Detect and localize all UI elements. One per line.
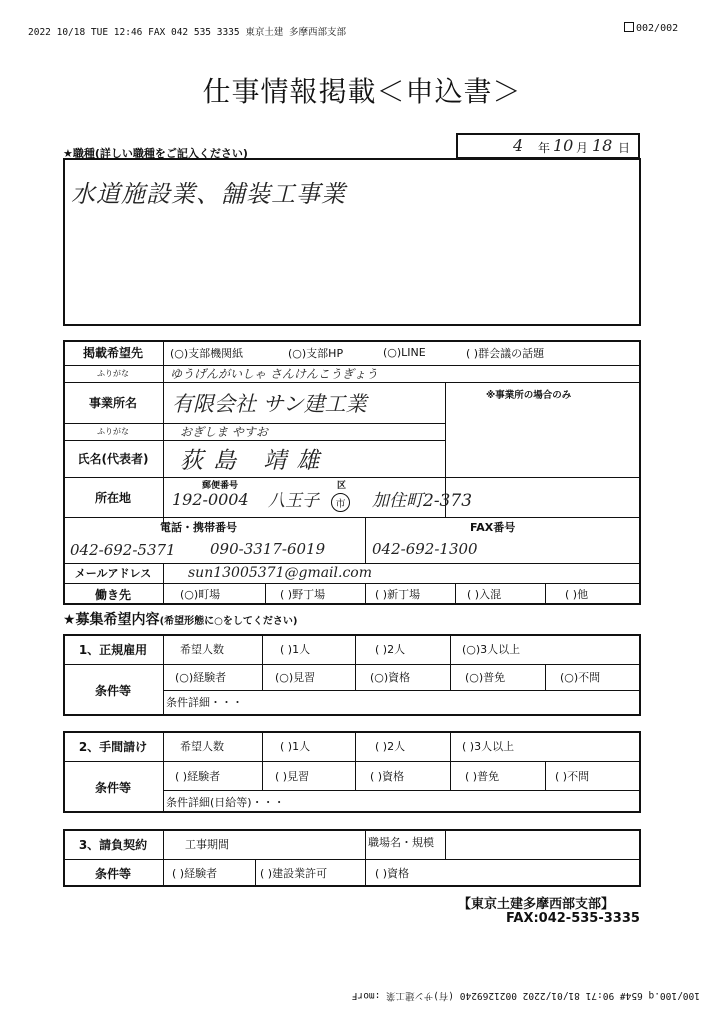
- section2-count-3plus[interactable]: ( )3人以上: [462, 740, 515, 753]
- occupation-label: ★職種(詳しい職種をご記入ください): [63, 147, 248, 160]
- workplace-label: 働き先: [94, 587, 131, 602]
- section2-count-2[interactable]: ( )2人: [375, 740, 406, 753]
- section2-cond-any[interactable]: ( )不問: [555, 769, 590, 783]
- address-label: 所在地: [94, 490, 131, 505]
- rep-name: 荻島 靖雄: [180, 448, 330, 474]
- email-value: sun13005371@gmail.com: [188, 565, 373, 581]
- bottom-fax-strip: 100/100.q 654# 90:71 81/01/2202 0021269240 (有)サン建工業 :morF: [351, 990, 700, 1001]
- email-label: メールアドレス: [74, 567, 152, 580]
- section1-label: 1、正規雇用: [78, 642, 148, 657]
- phone-label: 電話・携帯番号: [160, 521, 237, 534]
- recruit-title: ★募集希望内容(希望形態に○をしてください): [63, 612, 298, 628]
- occupation-value: 水道施設業、舗装工事業: [71, 180, 346, 208]
- date-year: 4: [513, 136, 524, 155]
- section3-cond-permit[interactable]: ( )建設業許可: [260, 867, 328, 880]
- section1-cond-any[interactable]: (○)不問: [560, 671, 601, 684]
- page-title: 仕事情報掲載＜申込書＞: [202, 75, 522, 108]
- date-month-unit: 月: [576, 141, 589, 155]
- fax-header-left: 2022 10/18 TUE 12:46 FAX 042 535 3335 東京土建 多摩西部支部: [28, 27, 347, 38]
- recruit-note: (希望形態に○をしてください): [159, 616, 298, 627]
- publish-option-bulletin[interactable]: (○)支部機関紙: [170, 346, 244, 360]
- ward-label: 区: [337, 481, 347, 491]
- publish-label: 掲載希望先: [82, 346, 143, 360]
- company-label: 事業所名: [88, 396, 137, 410]
- fax-icon: [624, 22, 634, 32]
- section2-cond-license[interactable]: ( )資格: [370, 769, 405, 783]
- section1-count-label: 希望人数: [180, 643, 224, 656]
- phone-value-1: 042-692-5371: [70, 541, 176, 559]
- fax-page-count: 002/002: [624, 22, 678, 34]
- section2-count-1[interactable]: ( )1人: [280, 740, 311, 753]
- publish-option-meeting[interactable]: ( )群会議の話題: [466, 346, 545, 360]
- section3-period-label: 工事期間: [185, 838, 229, 851]
- fax-label: FAX番号: [470, 521, 516, 534]
- section2-cond-experienced[interactable]: ( )経験者: [175, 769, 221, 783]
- date-day-unit: 日: [618, 141, 631, 155]
- company-name: 有限会社 サン建工業: [172, 391, 367, 416]
- section1-count-2[interactable]: ( )2人: [375, 643, 406, 656]
- section2-cond-driver[interactable]: ( )普免: [465, 769, 500, 783]
- section1-cond-driver[interactable]: (○)普免: [465, 671, 506, 684]
- workplace-option-machiba[interactable]: (○)町場: [180, 588, 221, 601]
- rep-label: 氏名(代表者): [77, 452, 149, 466]
- footer-fax: FAX:042-535-3335: [506, 911, 640, 926]
- section2-count-label: 希望人数: [180, 740, 224, 753]
- section2-detail-label: 条件詳細(日給等)・・・: [166, 796, 285, 809]
- section3-cond-experienced[interactable]: ( )経験者: [172, 867, 218, 880]
- phone-value-2: 090-3317-6019: [210, 540, 326, 558]
- company-furigana-label: ふりがな: [97, 369, 129, 378]
- company-furigana: ゆうげんがいしゃ さんけんこうぎょう: [170, 366, 378, 381]
- postal-value: 192-0004: [172, 490, 249, 509]
- workplace-option-irikon[interactable]: ( )入混: [467, 588, 502, 601]
- section1-cond-label: 条件等: [94, 683, 131, 698]
- section3-cond-license[interactable]: ( )資格: [375, 867, 410, 880]
- section1-detail-label: 条件詳細・・・: [166, 696, 243, 709]
- section3-site-label: 職場名・規模: [368, 836, 434, 849]
- city-suffix-circled: 市: [331, 493, 350, 512]
- section2-label: 2、手間請け: [78, 739, 148, 754]
- section2-cond-label: 条件等: [94, 780, 131, 795]
- footer-org: 【東京土建多摩西部支部】: [458, 897, 615, 912]
- section1-cond-experienced[interactable]: (○)経験者: [175, 671, 227, 684]
- section1-cond-apprentice[interactable]: (○)見習: [275, 671, 316, 684]
- date-year-unit: 年: [538, 141, 551, 155]
- fax-value: 042-692-1300: [372, 540, 478, 558]
- company-note: ※事業所の場合のみ: [486, 390, 572, 401]
- date-day: 18: [592, 136, 613, 155]
- rep-furigana-label: ふりがな: [97, 427, 129, 436]
- section1-cond-license[interactable]: (○)資格: [370, 671, 411, 684]
- rep-furigana: おぎしま やすお: [180, 424, 268, 439]
- workplace-option-nochoba[interactable]: ( )野丁場: [280, 588, 326, 601]
- street-value: 加住町2-373: [372, 491, 473, 511]
- section3-label: 3、請負契約: [78, 837, 148, 852]
- occupation-box: [63, 158, 641, 326]
- publish-option-hp[interactable]: (○)支部HP: [288, 346, 344, 360]
- postal-label: 郵便番号: [202, 481, 239, 491]
- section1-count-1[interactable]: ( )1人: [280, 643, 311, 656]
- date-month: 10: [553, 136, 574, 155]
- workplace-option-shinchoba[interactable]: ( )新丁場: [375, 588, 421, 601]
- city-value: 八王子: [268, 491, 319, 511]
- section1-count-3plus[interactable]: (○)3人以上: [462, 643, 521, 656]
- section3-cond-label: 条件等: [94, 866, 131, 881]
- section2-cond-apprentice[interactable]: ( )見習: [275, 769, 310, 783]
- workplace-option-other[interactable]: ( )他: [565, 588, 589, 601]
- date-box: [456, 133, 640, 159]
- publish-option-line[interactable]: (○)LINE: [383, 346, 426, 359]
